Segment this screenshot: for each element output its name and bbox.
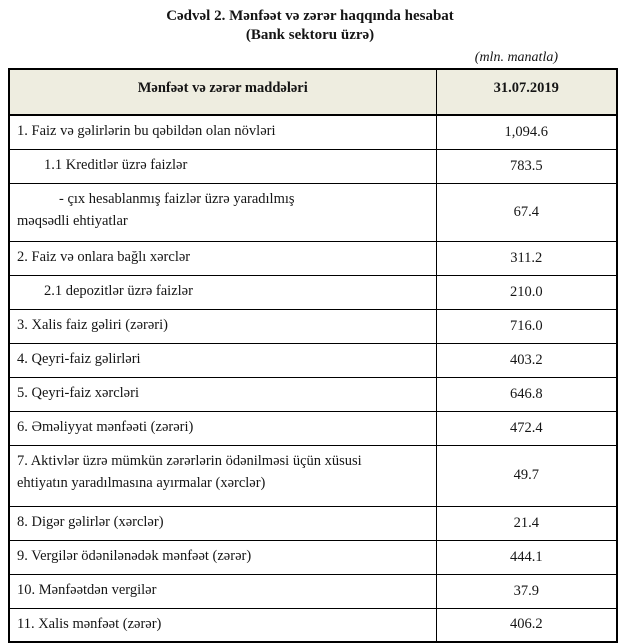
table-row (9, 241, 617, 275)
row-label-line-2: məqsədli ehtiyatlar (17, 212, 128, 229)
row-value: 311.2 (436, 241, 617, 275)
table-row (9, 183, 617, 241)
table-row (9, 411, 617, 445)
row-label: 3. Xalis faiz gəliri (zərəri) (17, 316, 168, 333)
row-value: 210.0 (436, 275, 617, 309)
row-value: 716.0 (436, 309, 617, 343)
row-label-cell (9, 241, 436, 275)
table-row (9, 445, 617, 506)
table-row (9, 149, 617, 183)
row-label-cell (9, 540, 436, 574)
unit-note: (mln. manatla) (474, 50, 558, 65)
table-row (9, 309, 617, 343)
row-label: 4. Qeyri-faiz gəlirləri (17, 350, 141, 367)
column-header-date: 31.07.2019 (436, 69, 617, 115)
table-row (9, 506, 617, 540)
table-header-row (9, 69, 617, 115)
row-label-cell (9, 506, 436, 540)
row-value: 406.2 (436, 608, 617, 642)
row-value: 37.9 (436, 574, 617, 608)
row-label: 5. Qeyri-faiz xərcləri (17, 384, 139, 401)
row-label-cell (9, 183, 436, 241)
row-label-cell (9, 574, 436, 608)
row-value: 783.5 (436, 149, 617, 183)
row-label: 10. Mənfəətdən vergilər (17, 581, 157, 598)
document-subtitle: (Bank sektoru üzrə) (245, 27, 375, 43)
row-label: 6. Əməliyyat mənfəəti (zərəri) (17, 418, 194, 435)
row-label: 9. Vergilər ödənilənədək mənfəət (zərər) (17, 547, 252, 564)
row-label-cell (9, 377, 436, 411)
row-value: 444.1 (436, 540, 617, 574)
column-header-items: Mənfəət və zərər maddələri (9, 69, 436, 115)
row-label: 2. Faiz və onlara bağlı xərclər (17, 248, 191, 265)
table-row (9, 115, 617, 149)
row-value: 472.4 (436, 411, 617, 445)
row-label: 1.1 Kreditlər üzrə faizlər (44, 156, 188, 173)
table-row (9, 275, 617, 309)
row-value: 21.4 (436, 506, 617, 540)
table-row (9, 574, 617, 608)
row-value: 1,094.6 (436, 115, 617, 149)
row-label: 1. Faiz və gəlirlərin bu qəbildən olan növləri (17, 123, 276, 139)
row-label-line-1: 7. Aktivlər üzrə mümkün zərərlərin ödənilməsi üçün xüsusi (17, 452, 362, 469)
row-label-cell (9, 309, 436, 343)
row-value: 49.7 (436, 445, 617, 506)
row-label: 11. Xalis mənfəət (zərər) (17, 615, 162, 632)
row-label-cell (9, 343, 436, 377)
row-label-line-1: - çıx hesablanmış faizlər üzrə yaradılmış (59, 190, 295, 207)
row-label: 8. Digər gəlirlər (xərclər) (17, 513, 164, 530)
table-row (9, 377, 617, 411)
row-label-line-2: ehtiyatın yaradılmasına ayırmalar (xərclər) (17, 474, 266, 491)
row-label-cell (9, 275, 436, 309)
table-row (9, 343, 617, 377)
row-label-cell (9, 411, 436, 445)
row-label-cell (9, 149, 436, 183)
row-label: 2.1 depozitlər üzrə faizlər (44, 282, 193, 299)
table-row (9, 608, 617, 642)
row-value: 646.8 (436, 377, 617, 411)
row-label-cell (9, 608, 436, 642)
table-row (9, 540, 617, 574)
row-label-cell (9, 445, 436, 506)
row-label-cell (9, 115, 436, 149)
row-value: 67.4 (436, 183, 617, 241)
row-value: 403.2 (436, 343, 617, 377)
document-title: Cədvəl 2. Mənfəət və zərər haqqında hesabat (166, 8, 454, 24)
profit-loss-table (8, 68, 618, 643)
